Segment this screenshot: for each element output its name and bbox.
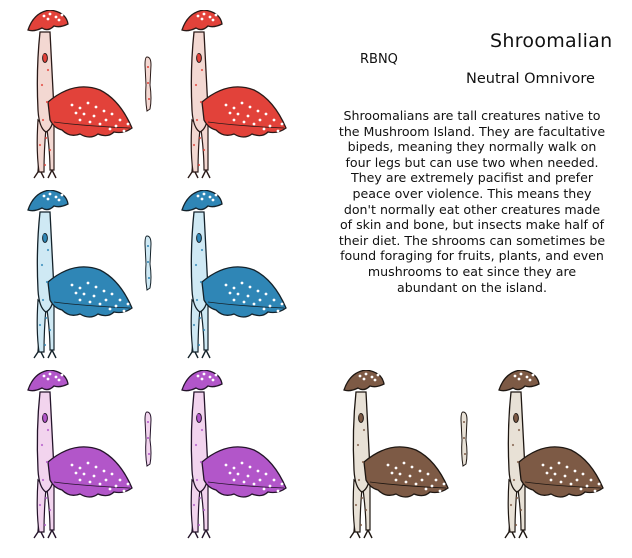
species-description: Shroomalians are tall creatures native to the Mushroom Island. They are facultative bipeds, meaning they normally walk on four legs but can use two when needed. They are extremely pacifist and prefer peace over violence. This means they don't normally eat other creatures made of skin and bone, but insects make half of their diet. The shrooms can sometimes be found foraging for fruits, plants, and even mushrooms to eat since they are abundant on the island. — [338, 108, 606, 295]
creature-red-front — [14, 10, 139, 185]
limb-red — [142, 55, 156, 113]
creature-brown-front — [330, 370, 455, 545]
species-title: Shroomalian — [490, 30, 613, 52]
limb-brown — [458, 410, 472, 468]
diet-classification: Neutral Omnivore — [466, 71, 595, 87]
artist-signature: RBNQ — [360, 52, 398, 67]
creature-purple-side — [168, 370, 293, 545]
limb-purple — [142, 410, 156, 468]
limb-blue — [142, 234, 156, 292]
creature-purple-front — [14, 370, 139, 545]
creature-blue-front — [14, 190, 139, 365]
creature-red-side — [168, 10, 293, 185]
creature-brown-side — [485, 370, 610, 545]
creature-blue-side — [168, 190, 293, 365]
